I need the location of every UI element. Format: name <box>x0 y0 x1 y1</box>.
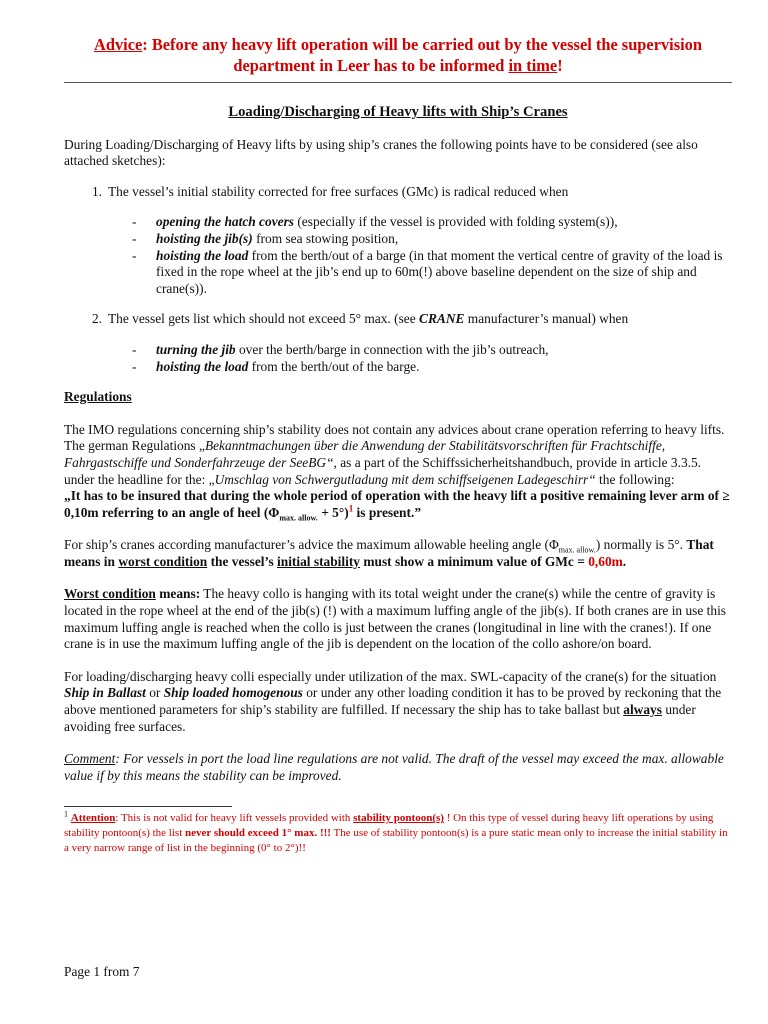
dash-marker: - <box>132 358 137 374</box>
bullet-text: over the berth/barge in connection with the jib’s outreach, <box>235 341 549 357</box>
dash-marker: - <box>132 214 137 230</box>
worst-condition-text: The heavy collo is hanging with its total weight under the crane(s) while the centre of gravity is located in the rope wheel at the end of the jib(s) (!) with a maximum luffing angle of the jib(s). If both cranes are in use this maximum luffing angle is reached when the collo is just between the cranes (longitudinal in line with the cranes!). If one crane is in use the maximum luffing angle of the jib is dependent on the location of the collo ashore/on board. <box>64 586 727 652</box>
initial-stability-emphasis: initial stability <box>277 553 360 569</box>
comment-paragraph <box>64 751 732 784</box>
footnote-reference: 1 <box>348 503 354 514</box>
cranes-text-d: the vessel’s <box>207 553 278 569</box>
bullet-emphasis: opening the hatch covers <box>156 214 294 230</box>
reg-text-b: , as a part of the Schiffssicherheitshandbuch, provide in article 3.3.5. under the headline for the: „ <box>64 454 702 487</box>
attention-label: Attention <box>70 812 116 825</box>
quote-subscript: max. allow. <box>279 513 318 523</box>
advice-end: ! <box>557 56 563 75</box>
item-number: 1. <box>91 183 102 199</box>
comment-text: : For vessels in port the load line regulations are not valid. The draft of the vessel may exceed the max. allowable value if by this means the stability can be improved. <box>64 751 724 783</box>
german-regulations-paragraph <box>64 438 732 488</box>
numbered-item-1 <box>64 184 732 201</box>
loading-text-d: under avoiding free surfaces. <box>64 702 696 734</box>
regulations-heading: Regulations <box>64 389 132 405</box>
imo-paragraph: The IMO regulations concerning ship’s stability does not contain any advices about crane operation referring to heavy lifts. <box>64 421 725 437</box>
crane-emphasis: CRANE <box>419 311 465 327</box>
document-page <box>64 34 732 856</box>
header-rule <box>64 82 732 83</box>
bullet-emphasis: hoisting the load <box>156 358 249 374</box>
cranes-text-c: That means in <box>64 537 714 569</box>
loading-text-b: or <box>145 685 164 701</box>
pontoon-emphasis: stability pontoon(s) <box>353 812 444 825</box>
item-text <box>108 311 628 328</box>
footnote <box>64 811 732 856</box>
footnote-text-b: ! On this type of vessel during heavy lift operations by using stability pontoon(s) the list <box>64 812 714 840</box>
advice-banner <box>64 34 732 76</box>
bullet-emphasis: turning the jib <box>156 341 236 357</box>
bullet-emphasis: hoisting the load <box>156 247 249 263</box>
reg-italic-b: Umschlag von Schwergutladung mit dem schiffseigenen Ladegeschirr“ <box>214 471 596 487</box>
page-number: Page 1 from 7 <box>64 964 140 979</box>
worst-condition-label: Worst condition <box>64 586 156 602</box>
worst-condition-label-suffix: means: <box>155 586 201 602</box>
worst-condition-paragraph <box>64 586 732 652</box>
ship-homogenous-emphasis: Ship loaded homogenous <box>163 685 303 701</box>
loading-paragraph <box>64 669 732 735</box>
quote-text-b: + 5°) <box>317 504 349 520</box>
cranes-text-f: . <box>622 553 627 569</box>
dash-marker: - <box>132 341 137 357</box>
footnote-rule <box>64 806 232 807</box>
bullet-text: (especially if the vessel is provided with folding system(s)), <box>294 214 618 230</box>
regulation-quote <box>64 488 732 521</box>
cranes-text-b: ) normally is 5°. <box>595 537 687 553</box>
item-text-a: The vessel gets list which should not exceed 5° max. (see <box>108 311 420 327</box>
document-title: Loading/Discharging of Heavy lifts with Ship’s Cranes <box>228 104 568 120</box>
quote-text-a: „It has to be insured that during the whole period of operation with the heavy lift a positive remaining lever arm of ≥ 0,10m referring to an angle of heel (Φ <box>64 488 730 520</box>
quote-text-c: is present.” <box>353 504 422 520</box>
loading-text-a: For loading/discharging heavy colli especially under utilization of the max. SWL-capacity of the crane(s) for the situation <box>64 668 717 684</box>
cranes-text-a: For ship’s cranes according manufacturer’s advice the maximum allowable heeling angle (Φ <box>64 537 559 553</box>
intro-paragraph: During Loading/Discharging of Heavy lifts by using ship’s cranes the following points have to be considered (see also attached sketches): <box>64 136 698 169</box>
cranes-text-e: must show a minimum value of GMc = <box>360 553 589 569</box>
list-item <box>64 214 732 231</box>
cranes-subscript: max. allow. <box>558 545 596 555</box>
item-number: 2. <box>91 311 102 327</box>
bullet-text: from the berth/out of a barge (in that moment the vertical centre of gravity of the load is fixed in the rope wheel at the jib’s end up to 60m(!) above baseline dependent on the size of ship and crane(s)). <box>156 247 723 296</box>
list-item <box>64 359 732 376</box>
advice-label: Advice <box>94 35 143 54</box>
bullet-emphasis: hoisting the jib(s) <box>156 230 253 246</box>
dash-marker: - <box>132 230 137 246</box>
never-exceed-emphasis: never should exceed 1° max. !!! <box>185 827 331 840</box>
loading-text-c: or under any other loading condition it has to be proved by reckoning that the above mentioned parameters for ship’s stability are fulfilled. If necessary the ship has to take ballast but <box>64 685 722 718</box>
reg-italic-a: Bekanntmachungen über die Anwendung der Stabilitätsvorschriften für Frachtschiffe, Fahrgastschiffe und Sonderfahrzeuge der SeeBG“ <box>64 438 666 470</box>
item-text: The vessel’s initial stability corrected for free surfaces (GMc) is radical reduced when <box>108 183 569 199</box>
list-item <box>64 342 732 359</box>
list-item <box>64 248 732 298</box>
dash-marker: - <box>132 247 137 263</box>
cranes-paragraph <box>64 537 732 570</box>
footnote-text-c: The use of stability pontoon(s) is a pure static mean only to increase the initial stability in a very narrow range of list in the beginning (0° to 2°)!! <box>64 827 728 855</box>
item1-bullets <box>64 214 732 297</box>
bullet-text: from sea stowing position, <box>252 230 399 246</box>
item2-bullets <box>64 342 732 375</box>
advice-text: : Before any heavy lift operation will be carried out by the vessel the supervision department in Leer has to be informed <box>142 35 702 75</box>
reg-text-a: The german Regulations „ <box>64 438 205 454</box>
ship-in-ballast-emphasis: Ship in Ballast <box>64 685 146 701</box>
reg-text-c: the following: <box>595 471 675 487</box>
advice-in-time: in time <box>508 56 558 75</box>
footnote-mark: 1 <box>64 809 68 819</box>
always-emphasis: always <box>623 702 662 718</box>
bullet-text: from the berth/out of the barge. <box>248 358 420 374</box>
gmc-value: 0,60m <box>588 553 623 569</box>
item-text-b: manufacturer’s manual) when <box>464 311 629 327</box>
numbered-item-2 <box>64 311 732 328</box>
comment-label: Comment <box>64 751 116 767</box>
worst-condition-emphasis: worst condition <box>118 553 208 569</box>
list-item <box>64 231 732 248</box>
footnote-text-a: : This is not valid for heavy lift vessels provided with <box>115 812 354 825</box>
